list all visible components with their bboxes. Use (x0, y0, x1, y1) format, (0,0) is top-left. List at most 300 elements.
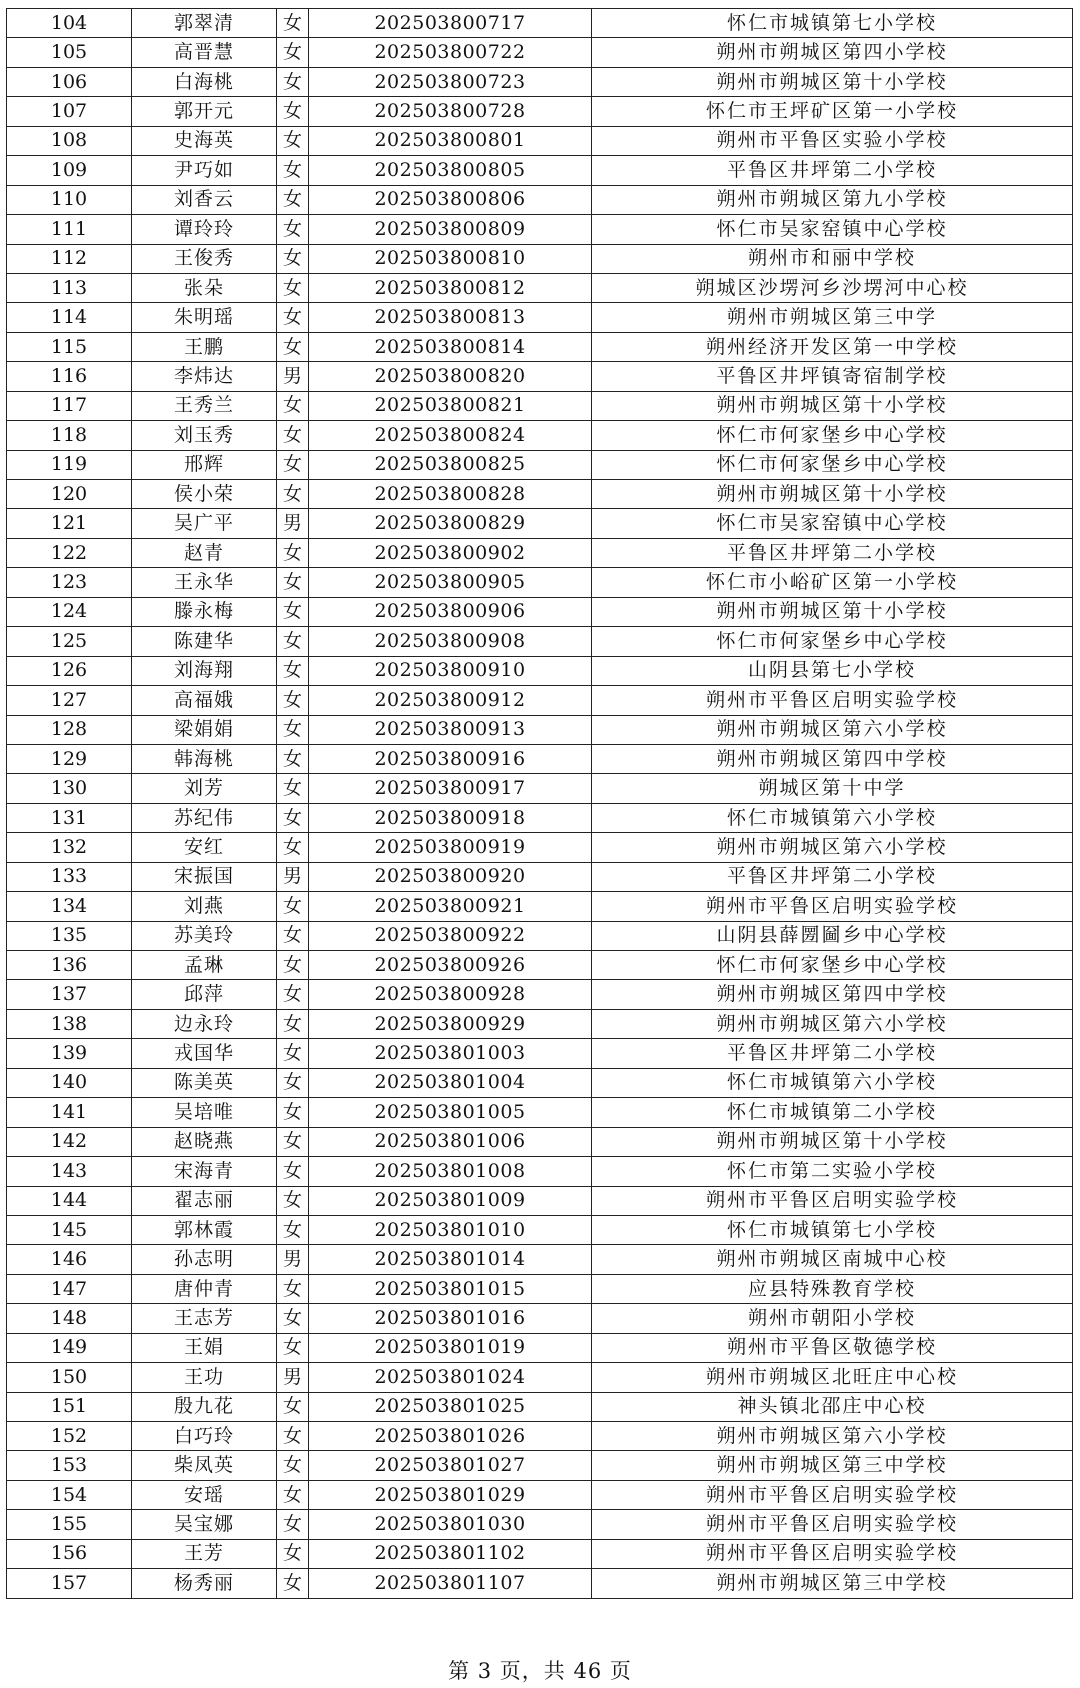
gender-cell: 女 (277, 1510, 309, 1539)
roster-table (6, 8, 1073, 1599)
row-number-cell: 142 (7, 1127, 132, 1156)
exam-id-cell: 202503800913 (309, 715, 592, 744)
table-row (7, 421, 1073, 450)
school-cell: 朔州市朔城区第三中学校 (592, 1451, 1073, 1480)
table-row (7, 391, 1073, 420)
school-cell: 朔州市朔城区第三中学 (592, 303, 1073, 332)
exam-id-cell: 202503800828 (309, 480, 592, 509)
gender-cell: 女 (277, 1274, 309, 1303)
name-cell: 边永玲 (132, 1009, 277, 1038)
school-cell: 朔州市朔城区第十小学校 (592, 67, 1073, 96)
exam-id-cell: 202503800825 (309, 450, 592, 479)
row-number-cell: 154 (7, 1480, 132, 1509)
row-number-cell: 111 (7, 215, 132, 244)
name-cell: 赵青 (132, 538, 277, 567)
gender-cell: 女 (277, 332, 309, 361)
row-number-cell: 128 (7, 715, 132, 744)
table-row (7, 1451, 1073, 1480)
name-cell: 吴宝娜 (132, 1510, 277, 1539)
school-cell: 朔州市平鲁区启明实验学校 (592, 1186, 1073, 1215)
school-cell: 神头镇北邵庄中心校 (592, 1392, 1073, 1421)
gender-cell: 女 (277, 686, 309, 715)
exam-id-cell: 202503800908 (309, 627, 592, 656)
name-cell: 安瑶 (132, 1480, 277, 1509)
gender-cell: 女 (277, 1392, 309, 1421)
name-cell: 高福娥 (132, 686, 277, 715)
table-row (7, 509, 1073, 538)
exam-id-cell: 202503801005 (309, 1098, 592, 1127)
school-cell: 平鲁区井坪第二小学校 (592, 538, 1073, 567)
gender-cell: 女 (277, 480, 309, 509)
exam-id-cell: 202503800829 (309, 509, 592, 538)
row-number-cell: 140 (7, 1068, 132, 1097)
name-cell: 刘香云 (132, 185, 277, 214)
exam-id-cell: 202503800824 (309, 421, 592, 450)
table-row (7, 1274, 1073, 1303)
gender-cell: 女 (277, 303, 309, 332)
gender-cell: 女 (277, 185, 309, 214)
row-number-cell: 130 (7, 774, 132, 803)
exam-id-cell: 202503800801 (309, 126, 592, 155)
gender-cell: 女 (277, 1480, 309, 1509)
school-cell: 怀仁市何家堡乡中心学校 (592, 421, 1073, 450)
exam-id-cell: 202503800812 (309, 273, 592, 302)
exam-id-cell: 202503801016 (309, 1304, 592, 1333)
gender-cell: 女 (277, 715, 309, 744)
row-number-cell: 148 (7, 1304, 132, 1333)
row-number-cell: 131 (7, 803, 132, 832)
exam-id-cell: 202503800902 (309, 538, 592, 567)
gender-cell: 女 (277, 244, 309, 273)
name-cell: 苏纪伟 (132, 803, 277, 832)
table-row (7, 921, 1073, 950)
school-cell: 朔州市朔城区第三中学校 (592, 1569, 1073, 1598)
name-cell: 王俊秀 (132, 244, 277, 273)
row-number-cell: 145 (7, 1215, 132, 1244)
school-cell: 应县特殊教育学校 (592, 1274, 1073, 1303)
school-cell: 朔州市朔城区第十小学校 (592, 1127, 1073, 1156)
exam-id-cell: 202503800806 (309, 185, 592, 214)
name-cell: 侯小荣 (132, 480, 277, 509)
school-cell: 朔州市朔城区第六小学校 (592, 715, 1073, 744)
table-row (7, 126, 1073, 155)
name-cell: 杨秀丽 (132, 1569, 277, 1598)
name-cell: 王永华 (132, 568, 277, 597)
school-cell: 朔州市平鲁区实验小学校 (592, 126, 1073, 155)
exam-id-cell: 202503801102 (309, 1539, 592, 1568)
gender-cell: 女 (277, 597, 309, 626)
gender-cell: 女 (277, 9, 309, 38)
gender-cell: 女 (277, 1098, 309, 1127)
exam-id-cell: 202503801030 (309, 1510, 592, 1539)
exam-id-cell: 202503800920 (309, 862, 592, 891)
school-cell: 朔州市朔城区第四中学校 (592, 744, 1073, 773)
table-row (7, 686, 1073, 715)
school-cell: 朔州市平鲁区启明实验学校 (592, 1539, 1073, 1568)
roster-table-body (7, 9, 1073, 1599)
school-cell: 山阴县薛圐圙乡中心学校 (592, 921, 1073, 950)
row-number-cell: 139 (7, 1039, 132, 1068)
gender-cell: 女 (277, 1039, 309, 1068)
school-cell: 朔州市朔城区第四小学校 (592, 38, 1073, 67)
name-cell: 刘玉秀 (132, 421, 277, 450)
name-cell: 王功 (132, 1363, 277, 1392)
row-number-cell: 107 (7, 97, 132, 126)
school-cell: 怀仁市城镇第七小学校 (592, 1215, 1073, 1244)
gender-cell: 女 (277, 1068, 309, 1097)
row-number-cell: 157 (7, 1569, 132, 1598)
name-cell: 翟志丽 (132, 1186, 277, 1215)
exam-id-cell: 202503801019 (309, 1333, 592, 1362)
row-number-cell: 151 (7, 1392, 132, 1421)
school-cell: 朔州经济开发区第一中学校 (592, 332, 1073, 361)
row-number-cell: 150 (7, 1363, 132, 1392)
table-row (7, 803, 1073, 832)
school-cell: 朔州市平鲁区敬德学校 (592, 1333, 1073, 1362)
name-cell: 吴培唯 (132, 1098, 277, 1127)
exam-id-cell: 202503800922 (309, 921, 592, 950)
gender-cell: 女 (277, 1009, 309, 1038)
table-row (7, 1539, 1073, 1568)
gender-cell: 女 (277, 656, 309, 685)
name-cell: 史海英 (132, 126, 277, 155)
exam-id-cell: 202503800820 (309, 362, 592, 391)
school-cell: 怀仁市何家堡乡中心学校 (592, 627, 1073, 656)
name-cell: 刘芳 (132, 774, 277, 803)
exam-id-cell: 202503800916 (309, 744, 592, 773)
school-cell: 怀仁市城镇第二小学校 (592, 1098, 1073, 1127)
exam-id-cell: 202503801026 (309, 1422, 592, 1451)
table-row (7, 627, 1073, 656)
name-cell: 宋振国 (132, 862, 277, 891)
exam-id-cell: 202503800921 (309, 892, 592, 921)
table-row (7, 1510, 1073, 1539)
table-row (7, 244, 1073, 273)
gender-cell: 女 (277, 1422, 309, 1451)
gender-cell: 女 (277, 38, 309, 67)
name-cell: 王娟 (132, 1333, 277, 1362)
gender-cell: 女 (277, 1451, 309, 1480)
school-cell: 朔州市和丽中学校 (592, 244, 1073, 273)
name-cell: 高晋慧 (132, 38, 277, 67)
table-row (7, 332, 1073, 361)
school-cell: 朔州市平鲁区启明实验学校 (592, 892, 1073, 921)
name-cell: 郭翠清 (132, 9, 277, 38)
gender-cell: 女 (277, 744, 309, 773)
exam-id-cell: 202503800910 (309, 656, 592, 685)
name-cell: 邢辉 (132, 450, 277, 479)
gender-cell: 女 (277, 215, 309, 244)
row-number-cell: 121 (7, 509, 132, 538)
name-cell: 陈美英 (132, 1068, 277, 1097)
exam-id-cell: 202503801025 (309, 1392, 592, 1421)
school-cell: 朔州市朔城区南城中心校 (592, 1245, 1073, 1274)
row-number-cell: 135 (7, 921, 132, 950)
gender-cell: 女 (277, 156, 309, 185)
exam-id-cell: 202503800912 (309, 686, 592, 715)
row-number-cell: 156 (7, 1539, 132, 1568)
gender-cell: 女 (277, 921, 309, 950)
gender-cell: 女 (277, 126, 309, 155)
gender-cell: 男 (277, 1363, 309, 1392)
name-cell: 孟琳 (132, 951, 277, 980)
gender-cell: 女 (277, 421, 309, 450)
table-row (7, 980, 1073, 1009)
exam-id-cell: 202503800813 (309, 303, 592, 332)
table-row (7, 1186, 1073, 1215)
row-number-cell: 115 (7, 332, 132, 361)
table-row (7, 862, 1073, 891)
row-number-cell: 124 (7, 597, 132, 626)
name-cell: 朱明瑶 (132, 303, 277, 332)
row-number-cell: 136 (7, 951, 132, 980)
table-row (7, 303, 1073, 332)
name-cell: 白海桃 (132, 67, 277, 96)
row-number-cell: 143 (7, 1157, 132, 1186)
row-number-cell: 147 (7, 1274, 132, 1303)
row-number-cell: 144 (7, 1186, 132, 1215)
exam-id-cell: 202503801010 (309, 1215, 592, 1244)
row-number-cell: 119 (7, 450, 132, 479)
exam-id-cell: 202503801024 (309, 1363, 592, 1392)
table-row (7, 480, 1073, 509)
name-cell: 尹巧如 (132, 156, 277, 185)
gender-cell: 女 (277, 1215, 309, 1244)
row-number-cell: 146 (7, 1245, 132, 1274)
exam-id-cell: 202503801029 (309, 1480, 592, 1509)
school-cell: 怀仁市何家堡乡中心学校 (592, 951, 1073, 980)
row-number-cell: 113 (7, 273, 132, 302)
row-number-cell: 122 (7, 538, 132, 567)
table-row (7, 1422, 1073, 1451)
school-cell: 朔州市平鲁区启明实验学校 (592, 1510, 1073, 1539)
school-cell: 朔州市朔城区第四中学校 (592, 980, 1073, 1009)
table-row (7, 1569, 1073, 1598)
exam-id-cell: 202503800926 (309, 951, 592, 980)
gender-cell: 女 (277, 1186, 309, 1215)
gender-cell: 女 (277, 391, 309, 420)
name-cell: 韩海桃 (132, 744, 277, 773)
exam-id-cell: 202503801003 (309, 1039, 592, 1068)
school-cell: 怀仁市城镇第七小学校 (592, 9, 1073, 38)
row-number-cell: 106 (7, 67, 132, 96)
row-number-cell: 133 (7, 862, 132, 891)
school-cell: 朔州市朔城区北旺庄中心校 (592, 1363, 1073, 1392)
row-number-cell: 112 (7, 244, 132, 273)
school-cell: 朔州市朔城区第六小学校 (592, 1422, 1073, 1451)
table-row (7, 156, 1073, 185)
row-number-cell: 153 (7, 1451, 132, 1480)
name-cell: 李炜达 (132, 362, 277, 391)
name-cell: 宋海青 (132, 1157, 277, 1186)
school-cell: 朔州市朔城区第九小学校 (592, 185, 1073, 214)
school-cell: 朔州市平鲁区启明实验学校 (592, 1480, 1073, 1509)
school-cell: 朔州市朔城区第六小学校 (592, 1009, 1073, 1038)
table-row (7, 215, 1073, 244)
table-row (7, 892, 1073, 921)
exam-id-cell: 202503801015 (309, 1274, 592, 1303)
gender-cell: 女 (277, 538, 309, 567)
row-number-cell: 109 (7, 156, 132, 185)
exam-id-cell: 202503801008 (309, 1157, 592, 1186)
name-cell: 赵晓燕 (132, 1127, 277, 1156)
school-cell: 朔州市朔城区第十小学校 (592, 597, 1073, 626)
table-row (7, 597, 1073, 626)
row-number-cell: 116 (7, 362, 132, 391)
exam-id-cell: 202503800717 (309, 9, 592, 38)
table-row (7, 67, 1073, 96)
name-cell: 梁娟娟 (132, 715, 277, 744)
name-cell: 刘海翔 (132, 656, 277, 685)
gender-cell: 男 (277, 1245, 309, 1274)
table-row (7, 1333, 1073, 1362)
table-row (7, 1392, 1073, 1421)
table-row (7, 656, 1073, 685)
row-number-cell: 134 (7, 892, 132, 921)
exam-id-cell: 202503800917 (309, 774, 592, 803)
row-number-cell: 125 (7, 627, 132, 656)
gender-cell: 男 (277, 862, 309, 891)
name-cell: 柴凤英 (132, 1451, 277, 1480)
school-cell: 朔城区第十中学 (592, 774, 1073, 803)
school-cell: 平鲁区井坪第二小学校 (592, 1039, 1073, 1068)
table-row (7, 450, 1073, 479)
school-cell: 怀仁市城镇第六小学校 (592, 803, 1073, 832)
exam-id-cell: 202503800906 (309, 597, 592, 626)
gender-cell: 女 (277, 1304, 309, 1333)
school-cell: 朔州市朔城区第十小学校 (592, 480, 1073, 509)
exam-id-cell: 202503800928 (309, 980, 592, 1009)
table-row (7, 97, 1073, 126)
exam-id-cell: 202503801009 (309, 1186, 592, 1215)
exam-id-cell: 202503800805 (309, 156, 592, 185)
exam-id-cell: 202503800810 (309, 244, 592, 273)
table-row (7, 273, 1073, 302)
gender-cell: 女 (277, 951, 309, 980)
name-cell: 戎国华 (132, 1039, 277, 1068)
school-cell: 山阴县第七小学校 (592, 656, 1073, 685)
table-row (7, 744, 1073, 773)
gender-cell: 女 (277, 1333, 309, 1362)
table-row (7, 1009, 1073, 1038)
name-cell: 谭玲玲 (132, 215, 277, 244)
gender-cell: 女 (277, 273, 309, 302)
gender-cell: 女 (277, 67, 309, 96)
row-number-cell: 104 (7, 9, 132, 38)
name-cell: 王志芳 (132, 1304, 277, 1333)
gender-cell: 女 (277, 568, 309, 597)
exam-id-cell: 202503800809 (309, 215, 592, 244)
row-number-cell: 132 (7, 833, 132, 862)
table-row (7, 951, 1073, 980)
row-number-cell: 155 (7, 1510, 132, 1539)
exam-id-cell: 202503800814 (309, 332, 592, 361)
name-cell: 安红 (132, 833, 277, 862)
row-number-cell: 118 (7, 421, 132, 450)
school-cell: 平鲁区井坪镇寄宿制学校 (592, 362, 1073, 391)
table-row (7, 774, 1073, 803)
gender-cell: 女 (277, 833, 309, 862)
exam-id-cell: 202503800905 (309, 568, 592, 597)
name-cell: 张朵 (132, 273, 277, 302)
table-row (7, 38, 1073, 67)
table-row (7, 1157, 1073, 1186)
school-cell: 朔州市朔城区第六小学校 (592, 833, 1073, 862)
table-row (7, 1304, 1073, 1333)
gender-cell: 女 (277, 1539, 309, 1568)
school-cell: 平鲁区井坪第二小学校 (592, 862, 1073, 891)
name-cell: 滕永梅 (132, 597, 277, 626)
gender-cell: 女 (277, 980, 309, 1009)
row-number-cell: 126 (7, 656, 132, 685)
row-number-cell: 152 (7, 1422, 132, 1451)
exam-id-cell: 202503800728 (309, 97, 592, 126)
table-row (7, 715, 1073, 744)
exam-id-cell: 202503801004 (309, 1068, 592, 1097)
school-cell: 怀仁市城镇第六小学校 (592, 1068, 1073, 1097)
name-cell: 郭开元 (132, 97, 277, 126)
name-cell: 殷九花 (132, 1392, 277, 1421)
row-number-cell: 138 (7, 1009, 132, 1038)
name-cell: 陈建华 (132, 627, 277, 656)
exam-id-cell: 202503801006 (309, 1127, 592, 1156)
school-cell: 怀仁市王坪矿区第一小学校 (592, 97, 1073, 126)
gender-cell: 女 (277, 803, 309, 832)
row-number-cell: 105 (7, 38, 132, 67)
name-cell: 苏美玲 (132, 921, 277, 950)
exam-id-cell: 202503800821 (309, 391, 592, 420)
school-cell: 怀仁市小峪矿区第一小学校 (592, 568, 1073, 597)
row-number-cell: 120 (7, 480, 132, 509)
name-cell: 王芳 (132, 1539, 277, 1568)
page-footer: 第 3 页，共 46 页 (448, 1659, 632, 1683)
gender-cell: 女 (277, 774, 309, 803)
name-cell: 刘燕 (132, 892, 277, 921)
row-number-cell: 137 (7, 980, 132, 1009)
school-cell: 怀仁市何家堡乡中心学校 (592, 450, 1073, 479)
exam-id-cell: 202503801014 (309, 1245, 592, 1274)
row-number-cell: 117 (7, 391, 132, 420)
table-row (7, 1068, 1073, 1097)
table-row (7, 568, 1073, 597)
school-cell: 平鲁区井坪第二小学校 (592, 156, 1073, 185)
table-row (7, 1245, 1073, 1274)
name-cell: 郭林霞 (132, 1215, 277, 1244)
gender-cell: 女 (277, 1569, 309, 1598)
school-cell: 朔州市平鲁区启明实验学校 (592, 686, 1073, 715)
school-cell: 怀仁市吴家窑镇中心学校 (592, 215, 1073, 244)
gender-cell: 女 (277, 1127, 309, 1156)
row-number-cell: 110 (7, 185, 132, 214)
exam-id-cell: 202503800929 (309, 1009, 592, 1038)
gender-cell: 女 (277, 892, 309, 921)
gender-cell: 女 (277, 450, 309, 479)
name-cell: 吴广平 (132, 509, 277, 538)
table-row (7, 1127, 1073, 1156)
school-cell: 朔城区沙塄河乡沙塄河中心校 (592, 273, 1073, 302)
row-number-cell: 149 (7, 1333, 132, 1362)
name-cell: 王鹏 (132, 332, 277, 361)
gender-cell: 女 (277, 627, 309, 656)
school-cell: 朔州市朝阳小学校 (592, 1304, 1073, 1333)
table-row (7, 833, 1073, 862)
row-number-cell: 127 (7, 686, 132, 715)
row-number-cell: 108 (7, 126, 132, 155)
school-cell: 怀仁市第二实验小学校 (592, 1157, 1073, 1186)
exam-id-cell: 202503801107 (309, 1569, 592, 1598)
row-number-cell: 114 (7, 303, 132, 332)
table-row (7, 185, 1073, 214)
